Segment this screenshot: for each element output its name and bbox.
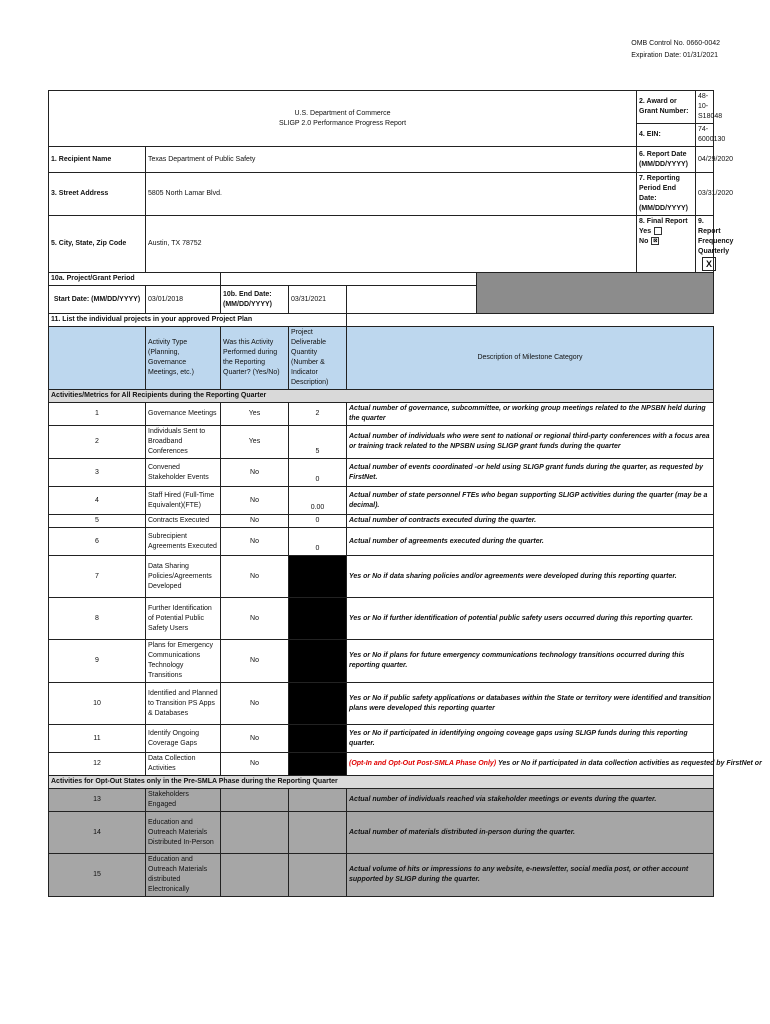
section11-spacer: [347, 314, 714, 327]
final-no-checkbox[interactable]: ⊠: [653, 238, 658, 245]
row-activity: Data Sharing Policies/Agreements Developed: [146, 556, 221, 598]
row-number: 8: [49, 598, 146, 640]
end-date-spacer: [347, 286, 477, 314]
row-activity: Identify Ongoing Coverage Gaps: [146, 725, 221, 753]
header-line1: U.S. Department of Commerce: [294, 109, 391, 117]
header-line2: SLIGP 2.0 Performance Progress Report: [278, 119, 407, 127]
col-number-header: [49, 327, 146, 390]
end-date-value[interactable]: 03/31/2021: [289, 286, 347, 314]
row-performed[interactable]: No: [221, 753, 289, 776]
row-quantity[interactable]: 2: [289, 403, 347, 426]
row-activity: Data Collection Activities: [146, 753, 221, 776]
row-activity: Further Identification of Potential Public Safety Users: [146, 598, 221, 640]
frequency-cell: [696, 216, 734, 273]
ein-label: 4. EIN:: [637, 124, 696, 147]
row-description: Yes or No if data sharing policies and/or agreements were developed during this reporting quarter.: [347, 556, 714, 598]
row-number: 6: [49, 528, 146, 556]
row-activity: Plans for Emergency Communications Technology Transitions: [146, 640, 221, 683]
ein-value[interactable]: 74-6000130: [696, 124, 714, 147]
section-all-recipients: Activities/Metrics for All Recipients during the Reporting Quarter: [49, 390, 714, 403]
table-row: [49, 403, 714, 426]
row-description: Actual number of individuals reached via stakeholder meetings or events during the quarter.: [347, 789, 714, 812]
row-quantity: [289, 640, 347, 683]
row-number: 9: [49, 640, 146, 683]
street-label: 3. Street Address: [49, 173, 146, 216]
row-performed[interactable]: Yes: [221, 403, 289, 426]
row-description: Actual number of agreements executed during the quarter.: [347, 528, 714, 556]
row-performed: [221, 812, 289, 854]
row-number: 14: [49, 812, 146, 854]
report-date-value[interactable]: 04/29/2020: [696, 147, 714, 173]
row-activity: Individuals Sent to Broadband Conferences: [146, 426, 221, 459]
row-quantity: [289, 683, 347, 725]
row-performed[interactable]: No: [221, 683, 289, 725]
row-number: 11: [49, 725, 146, 753]
omb-expiration: Expiration Date: 01/31/2021: [631, 52, 719, 59]
row-activity: Education and Outreach Materials distributed Electronically: [146, 854, 221, 897]
row-description: Actual number of materials distributed in-person during the quarter.: [347, 812, 714, 854]
row-description: Yes or No if plans for future emergency communications technology transitions occurred during this reporting quarter.: [347, 640, 714, 683]
project-period-spacer: [221, 273, 477, 286]
row-performed[interactable]: No: [221, 487, 289, 515]
row-quantity: [289, 854, 347, 897]
award-number: 48-10-S18048: [698, 93, 723, 120]
row-number: 4: [49, 487, 146, 515]
row-performed[interactable]: No: [221, 725, 289, 753]
row-number: 1: [49, 403, 146, 426]
row-performed[interactable]: Yes: [221, 426, 289, 459]
row-activity: Convened Stakeholder Events: [146, 459, 221, 487]
row-performed[interactable]: No: [221, 556, 289, 598]
opt-in-note: (Opt-In and Opt-Out Post-SMLA Phase Only): [349, 760, 497, 767]
row-performed[interactable]: No: [221, 515, 289, 528]
omb-control: OMB Control No. 0660-0042: [631, 40, 720, 47]
row-performed[interactable]: No: [221, 598, 289, 640]
table-row: [49, 515, 714, 528]
form-table: [48, 90, 762, 897]
project-period-shade: [477, 273, 714, 314]
row-activity: Subrecipient Agreements Executed: [146, 528, 221, 556]
row-number: 3: [49, 459, 146, 487]
final-yes-label: Yes: [639, 228, 652, 235]
omb-info: [631, 38, 720, 62]
table-row: [49, 812, 714, 854]
final-no-label: No: [639, 238, 649, 245]
row-quantity: [289, 753, 347, 776]
row-performed: [221, 789, 289, 812]
final-yes-checkbox[interactable]: [654, 227, 662, 235]
row-number: 10: [49, 683, 146, 725]
end-date-label: 10b. End Date: (MM/DD/YYYY): [221, 286, 289, 314]
start-date-label: Start Date: (MM/DD/YYYY): [49, 286, 146, 314]
table-row: [49, 753, 714, 776]
table-row: [49, 487, 714, 515]
row-number: 15: [49, 854, 146, 897]
col-description-header: Description of Milestone Category: [347, 327, 714, 390]
row-description: Yes or No if public safety applications or databases within the State or territory were identified and transition plans were developed this reporting quarter: [347, 683, 714, 725]
section-opt-out: Activities for Opt-Out States only in the Pre-SMLA Phase during the Reporting Quarter: [49, 776, 714, 789]
row-description: Yes or No if participated in identifying ongoing coveage gaps using SLIGP funds during this reporting quarter.: [347, 725, 714, 753]
row-number: 7: [49, 556, 146, 598]
row-description: Actual number of contracts executed during the quarter.: [347, 515, 714, 528]
table-row: [49, 459, 714, 487]
report-header: [49, 91, 637, 147]
period-end-label: 7. Reporting Period End Date: (MM/DD/YYYY): [637, 173, 696, 216]
row-activity: Identified and Planned to Transition PS Apps & Databases: [146, 683, 221, 725]
section11-label: 11. List the individual projects in your approved Project Plan: [49, 314, 347, 327]
row-description: Actual number of state personnel FTEs who began supporting SLIGP activities during the quarter (may be a decimal).: [347, 487, 714, 515]
row-performed[interactable]: No: [221, 640, 289, 683]
frequency-label: 9. Report Frequency: [698, 218, 734, 245]
city-value[interactable]: Austin, TX 78752: [146, 216, 637, 273]
row-performed: [221, 854, 289, 897]
frequency-value: Quarterly: [698, 248, 730, 255]
row-number: 5: [49, 515, 146, 528]
recipient-label: 1. Recipient Name: [49, 147, 146, 173]
final-report-cell: [637, 216, 696, 273]
row-performed[interactable]: No: [221, 528, 289, 556]
row-quantity: [289, 789, 347, 812]
row-activity: Stakeholders Engaged: [146, 789, 221, 812]
row-description: Actual number of individuals who were sent to national or regional third-party conferences with a focus area or training track related to the NPSBN using SLIGP grant funds during the quarter: [347, 426, 714, 459]
row-activity: Contracts Executed: [146, 515, 221, 528]
row-quantity: [289, 556, 347, 598]
col-performed-header: Was this Activity Performed during the Reporting Quarter? (Yes/No): [221, 327, 289, 390]
table-row: [49, 640, 714, 683]
street-value[interactable]: 5805 North Lamar Blvd.: [146, 173, 637, 216]
final-report-label: 8. Final Report: [639, 218, 688, 225]
row-description: [347, 753, 762, 776]
table-row: [49, 683, 714, 725]
row-description: Actual number of governance, subcommittee, or working group meetings related to the NPSBN held during the quarter: [347, 403, 714, 426]
row-quantity[interactable]: 0: [289, 528, 347, 556]
table-row: [49, 725, 714, 753]
row-quantity: [289, 598, 347, 640]
progress-report-form: [48, 90, 762, 897]
row-quantity[interactable]: 0: [289, 459, 347, 487]
row-description-text: Yes or No if participated in data collection activities as requested by FirstNet or: [496, 760, 762, 767]
row-number: 12: [49, 753, 146, 776]
row-activity: Education and Outreach Materials Distributed In-Person: [146, 812, 221, 854]
col-deliverable-header: Project Deliverable Quantity (Number & Indicator Description): [289, 327, 347, 390]
row-performed[interactable]: No: [221, 459, 289, 487]
row-activity: Governance Meetings: [146, 403, 221, 426]
row-description: Actual number of events coordinated -or held using SLIGP grant funds during the quarter, as requested by FirstNet.: [347, 459, 714, 487]
row-quantity: [289, 812, 347, 854]
start-date-value[interactable]: 03/01/2018: [146, 286, 221, 314]
table-row: [49, 854, 714, 897]
row-quantity[interactable]: 0: [289, 515, 347, 528]
table-row: [49, 598, 714, 640]
row-description: Yes or No if further identification of potential public safety users occurred during this reporting quarter.: [347, 598, 714, 640]
recipient-value[interactable]: Texas Department of Public Safety: [146, 147, 637, 173]
period-end-value[interactable]: 03/31/2020: [696, 173, 714, 216]
table-row: [49, 528, 714, 556]
row-description: Actual volume of hits or impressions to any website, e-newsletter, social media post, or other account supported by SLIGP during the quarter.: [347, 854, 714, 897]
row-activity: Staff Hired (Full-Time Equivalent)(FTE): [146, 487, 221, 515]
col-activity-header: Activity Type (Planning, Governance Meetings, etc.): [146, 327, 221, 390]
row-quantity[interactable]: 5: [289, 426, 347, 459]
table-row: [49, 556, 714, 598]
frequency-checkbox[interactable]: X: [702, 257, 716, 271]
row-quantity: [289, 725, 347, 753]
row-number: 13: [49, 789, 146, 812]
report-date-label: 6. Report Date (MM/DD/YYYY): [637, 147, 696, 173]
city-label: 5. City, State, Zip Code: [49, 216, 146, 273]
table-row: [49, 426, 714, 459]
award-value[interactable]: [696, 91, 723, 124]
award-label: 2. Award or Grant Number:: [637, 91, 696, 124]
row-quantity[interactable]: 0.00: [289, 487, 347, 515]
table-row: [49, 789, 714, 812]
row-number: 2: [49, 426, 146, 459]
project-period-label: 10a. Project/Grant Period: [49, 273, 221, 286]
